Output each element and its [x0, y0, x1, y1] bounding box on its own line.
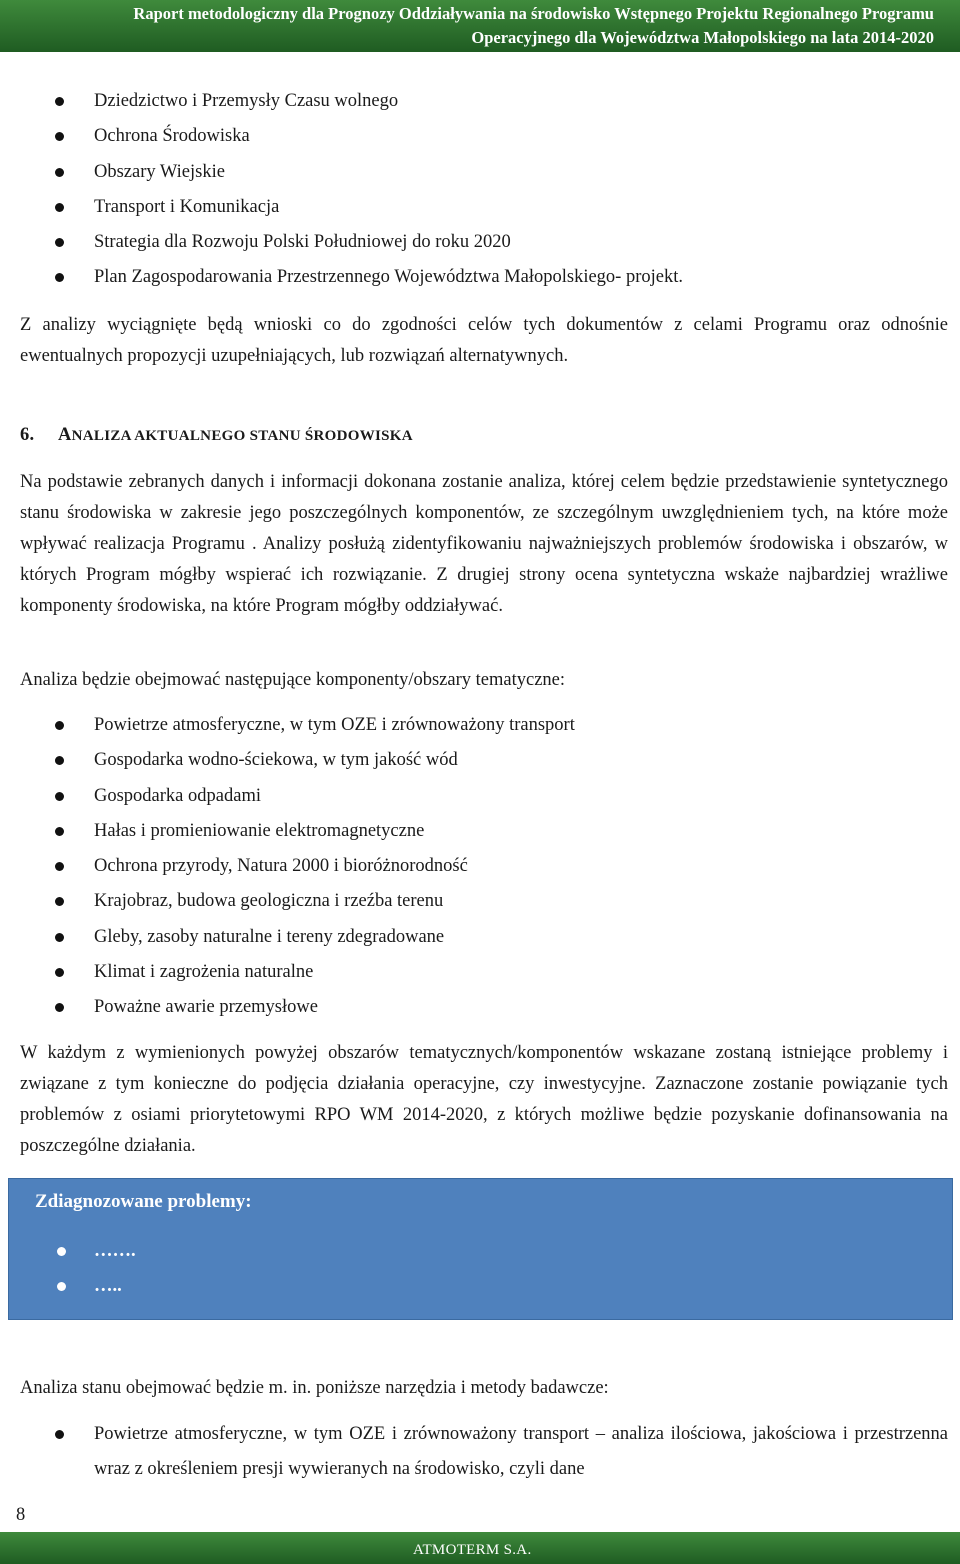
list-item: Klimat i zagrożenia naturalne: [0, 955, 960, 990]
list-item: Hałas i promieniowanie elektromagnetyczne: [0, 814, 960, 849]
list-item: Ochrona Środowiska: [0, 119, 960, 154]
paragraph-problems: W każdym z wymienionych powyżej obszarów tematycznych/komponentów wskazane zostaną istniejące problemy i związane z tym konieczne do podjęcia działania operacyjne, czy inwestycyjne. Zaznaczone zostanie powiązanie tych problemów z osiami priorytetowymi RPO WM 2014-2020, z których możliwe będzie pozyskanie dofinansowania na poszczególne działania.: [20, 1043, 948, 1156]
list-item: Strategia dla Rozwoju Polski Południowej do roku 2020: [0, 225, 960, 260]
list-item: Transport i Komunikacja: [0, 190, 960, 225]
header-line-1: Raport metodologiczny dla Prognozy Oddziaływania na środowisko Wstępnego Projektu Regionalnego Programu: [133, 4, 934, 23]
components-list: [0, 708, 960, 1026]
list-item: Gospodarka odpadami: [0, 779, 960, 814]
list-item: …..: [9, 1269, 136, 1304]
list-item: Poważne awarie przemysłowe: [0, 990, 960, 1025]
list-item: Ochrona przyrody, Natura 2000 i bioróżnorodność: [0, 849, 960, 884]
box-list: [9, 1234, 136, 1304]
documents-list: [0, 84, 960, 296]
diagnosed-problems-box: [8, 1178, 953, 1320]
list-item: Powietrze atmosferyczne, w tym OZE i zrównoważony transport – analiza ilościowa, jakościowa i przestrzenna wraz z określeniem presji wywieranych na środowisko, czyli dane: [94, 1424, 948, 1479]
section-number: 6.: [20, 425, 35, 445]
list-item: Gleby, zasoby naturalne i tereny zdegradowane: [0, 920, 960, 955]
section-title-rest: NALIZA AKTUALNEGO STANU ŚRODOWISKA: [71, 428, 413, 444]
paragraph-conclusions: Z analizy wyciągnięte będą wnioski co do zgodności celów tych dokumentów z celami Programu oraz odnośnie ewentualnych propozycji uzupełniających, lub rozwiązań alternatywnych.: [20, 315, 948, 366]
list-item: Krajobraz, budowa geologiczna i rzeźba terenu: [0, 884, 960, 919]
section-heading: [20, 425, 413, 446]
list-item: …….: [9, 1234, 136, 1269]
box-title: Zdiagnozowane problemy:: [35, 1191, 252, 1212]
list-item: Obszary Wiejskie: [0, 155, 960, 190]
list-item: Gospodarka wodno-ściekowa, w tym jakość wód: [0, 743, 960, 778]
list-item: Dziedzictwo i Przemysły Czasu wolnego: [0, 84, 960, 119]
paragraph-components-intro: Analiza będzie obejmować następujące komponenty/obszary tematyczne:: [20, 670, 566, 690]
bullet-icon: [55, 1430, 64, 1439]
list-item: Powietrze atmosferyczne, w tym OZE i zrównoważony transport: [0, 708, 960, 743]
section-title-initial: A: [58, 425, 72, 445]
page-footer: [0, 1532, 960, 1564]
footer-company: ATMOTERM S.A.: [413, 1542, 532, 1558]
list-item: Plan Zagospodarowania Przestrzennego Województwa Małopolskiego- projekt.: [0, 260, 960, 295]
paragraph-methods-intro: Analiza stanu obejmować będzie m. in. poniższe narzędzia i metody badawcze:: [20, 1378, 609, 1398]
page-number: 8: [16, 1505, 26, 1525]
header-line-2: Operacyjnego dla Województwa Małopolskiego na lata 2014-2020: [471, 28, 934, 47]
page-header: [0, 0, 960, 52]
paragraph-analysis: Na podstawie zebranych danych i informacji dokonana zostanie analiza, której celem będzie przedstawienie syntetycznego stanu środowiska w zakresie jego poszczególnych komponentów, ze szczególnym uwzględnieniem tych, na które może wpływać realizacja Programu . Analizy posłużą zidentyfikowaniu najważniejszych problemów środowiska i obszarów, w których Program mógłby wspierać ich rozwiązanie. Z drugiej strony ocena syntetyczna wskaże najbardziej wrażliwe komponenty środowiska, na które Program mógłby oddziaływać.: [20, 472, 948, 616]
